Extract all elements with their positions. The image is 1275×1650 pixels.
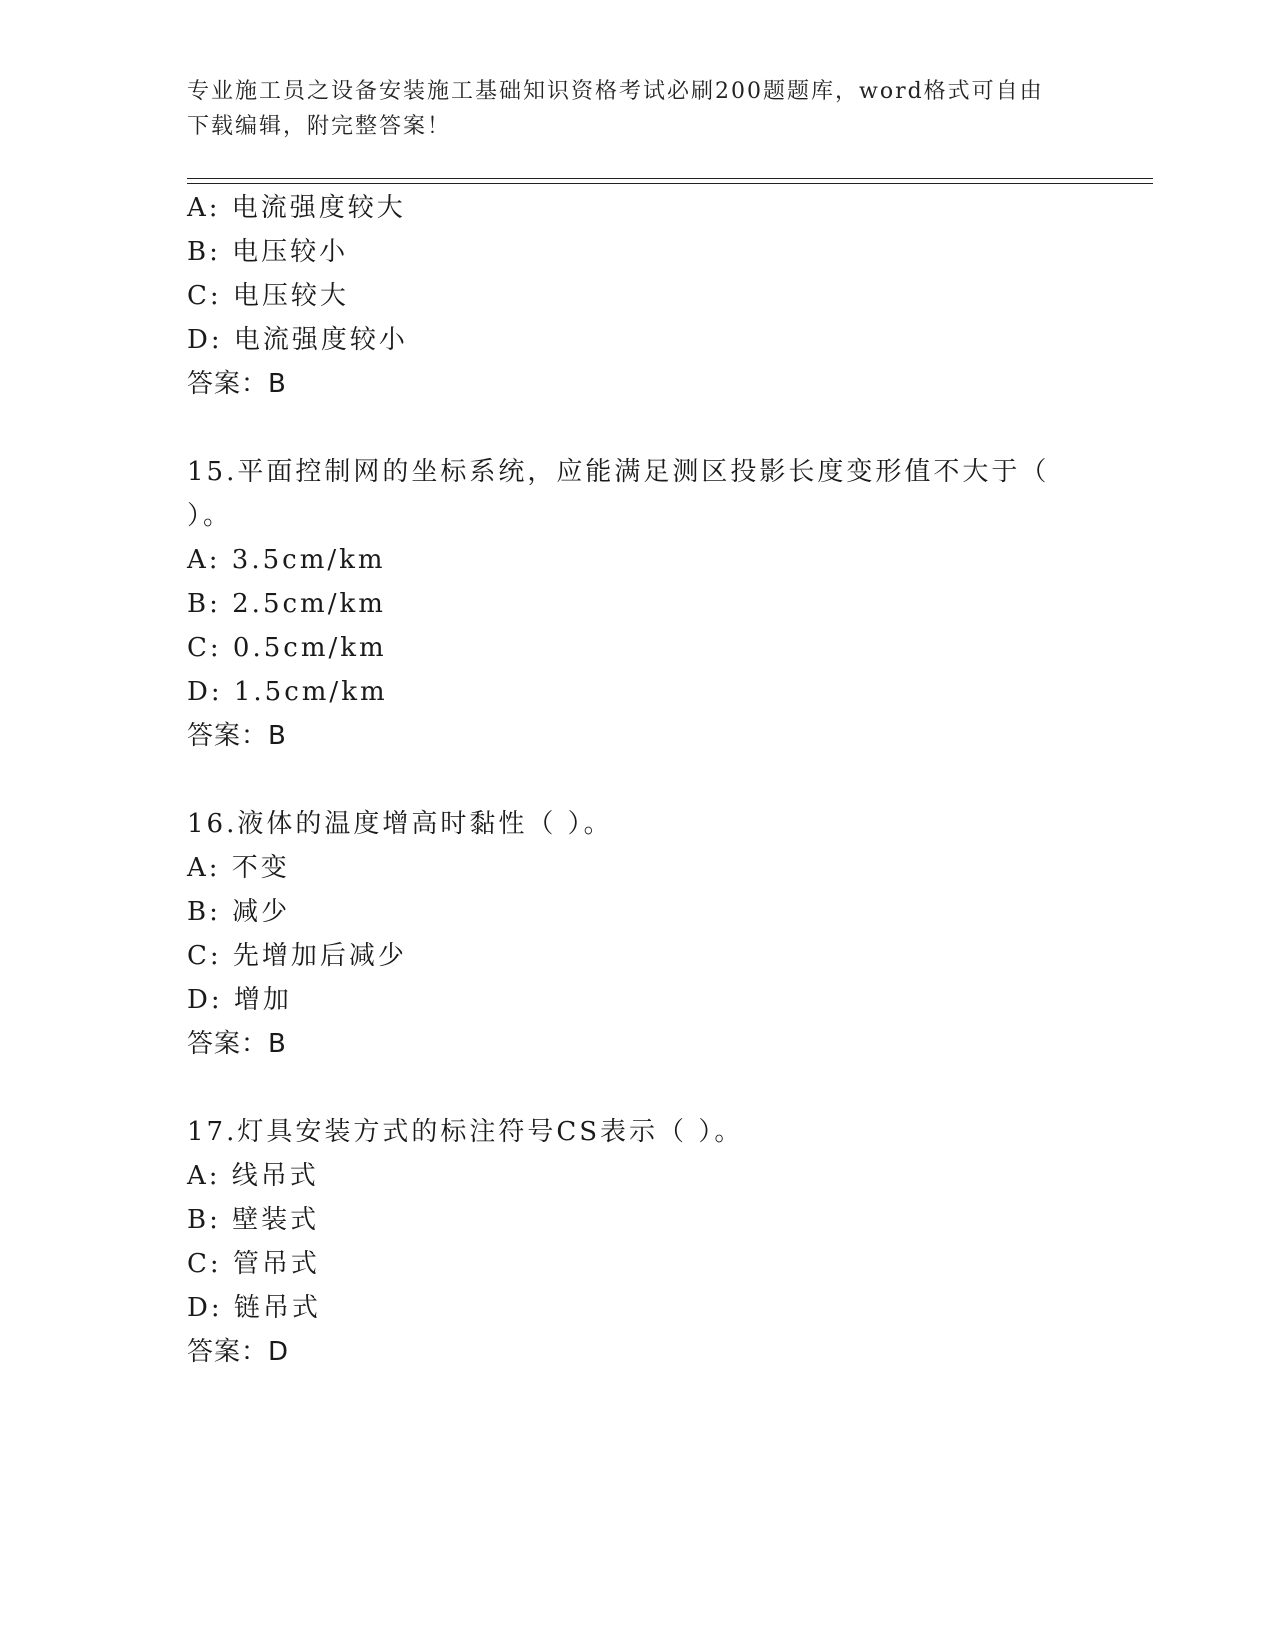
q16-stem: 16.液体的温度增高时黏性（ ）。: [187, 809, 613, 839]
q16-option-c: C: 先增加后减少: [187, 941, 407, 971]
q17-answer: 答案：D: [187, 1337, 290, 1367]
q15-answer: 答案：B: [187, 721, 287, 751]
q16-option-a: A: 不变: [187, 853, 290, 883]
q16-answer: 答案：B: [187, 1029, 287, 1059]
q17-option-a: A: 线吊式: [187, 1161, 319, 1191]
q17-option-d: D: 链吊式: [187, 1293, 321, 1323]
q17-option-b: B: 壁装式: [187, 1205, 320, 1235]
q15-option-b: B: 2.5cm/km: [187, 589, 386, 619]
q16-option-d: D: 增加: [187, 985, 292, 1015]
q17-stem: 17.灯具安装方式的标注符号CS表示（ ）。: [187, 1117, 744, 1147]
document-header: [187, 74, 1067, 144]
q14-option-a: A: 电流强度较大: [187, 193, 406, 223]
q14-option-c: C: 电压较大: [187, 281, 349, 311]
q15-stem-line-1: 15.平面控制网的坐标系统，应能满足测区投影长度变形值不大于（: [187, 457, 1050, 487]
header-divider-bottom: [187, 183, 1153, 184]
q14-option-b: B: 电压较小: [187, 237, 349, 267]
q14-option-d: D: 电流强度较小: [187, 325, 408, 355]
q15-option-c: C: 0.5cm/km: [187, 633, 387, 663]
q15-option-d: D: 1.5cm/km: [187, 677, 388, 707]
q16-option-b: B: 减少: [187, 897, 291, 927]
q17-option-c: C: 管吊式: [187, 1249, 320, 1279]
q15-stem-line-2: ）。: [187, 501, 233, 531]
q14-answer: 答案：B: [187, 369, 287, 399]
header-divider-top: [187, 178, 1153, 179]
header-line-1: 专业施工员之设备安装施工基础知识资格考试必刷200题题库，word格式可自由: [187, 79, 1044, 104]
q15-option-a: A: 3.5cm/km: [187, 545, 386, 575]
header-line-2: 下载编辑，附完整答案！: [187, 114, 452, 139]
